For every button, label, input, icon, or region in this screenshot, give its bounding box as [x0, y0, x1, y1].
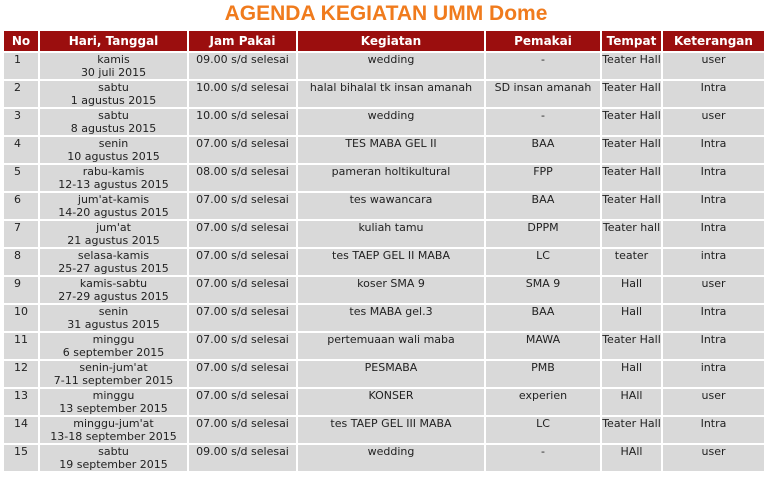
cell-kegiatan	[298, 333, 484, 359]
cell-tempat	[602, 417, 661, 443]
cell-keterangan	[663, 53, 764, 79]
cell-no	[4, 137, 38, 163]
cell-kegiatan	[298, 53, 484, 79]
cell-kegiatan	[298, 137, 484, 163]
cell-no	[4, 389, 38, 415]
row-number: 13	[14, 389, 28, 402]
cell-pemakai	[486, 445, 600, 471]
row-number: 2	[14, 81, 21, 94]
cell-keterangan	[663, 333, 764, 359]
cell-jam-pakai	[189, 445, 296, 471]
column-header-kegiatan: Kegiatan	[298, 31, 484, 51]
column-header-jam-pakai: Jam Pakai	[189, 31, 296, 51]
user-text: FPP	[533, 165, 553, 178]
cell-pemakai	[486, 417, 600, 443]
date-text: 27-29 agustus 2015	[58, 290, 169, 303]
time-text: 09.00 s/d selesai	[196, 53, 289, 66]
cell-pemakai	[486, 277, 600, 303]
day-name: minggu-jum'at	[73, 417, 154, 430]
user-text: DPPM	[527, 221, 559, 234]
time-text: 07.00 s/d selesai	[196, 137, 289, 150]
cell-tempat	[602, 277, 661, 303]
activity-text: wedding	[367, 53, 415, 66]
time-text: 07.00 s/d selesai	[196, 417, 289, 430]
cell-no	[4, 193, 38, 219]
date-text: 21 agustus 2015	[67, 234, 160, 247]
cell-no	[4, 445, 38, 471]
cell-kegiatan	[298, 109, 484, 135]
cell-hari-tanggal	[40, 249, 187, 275]
user-text: experien	[518, 389, 568, 402]
cell-hari-tanggal	[40, 165, 187, 191]
place-text: Teater hall	[602, 221, 661, 234]
note-text: Intra	[700, 137, 727, 150]
date-text: 7-11 september 2015	[53, 374, 174, 387]
cell-kegiatan	[298, 277, 484, 303]
day-name: sabtu	[98, 109, 129, 122]
day-name: minggu	[92, 333, 135, 346]
cell-no	[4, 305, 38, 331]
note-text: Intra	[700, 193, 727, 206]
cell-tempat	[602, 333, 661, 359]
cell-keterangan	[663, 221, 764, 247]
table-row	[4, 81, 764, 107]
note-text: user	[701, 389, 726, 402]
place-text: Hall	[620, 361, 643, 374]
date-text: 12-13 agustus 2015	[58, 178, 169, 191]
cell-jam-pakai	[189, 193, 296, 219]
cell-no	[4, 277, 38, 303]
row-number: 14	[14, 417, 28, 430]
cell-pemakai	[486, 165, 600, 191]
cell-kegiatan	[298, 193, 484, 219]
cell-no	[4, 333, 38, 359]
page-title: AGENDA KEGIATAN UMM Dome	[224, 2, 548, 25]
cell-no	[4, 81, 38, 107]
activity-text: KONSER	[368, 389, 414, 402]
day-name: sabtu	[98, 81, 129, 94]
row-number: 8	[14, 249, 21, 262]
note-text: intra	[700, 361, 727, 374]
cell-no	[4, 221, 38, 247]
time-text: 07.00 s/d selesai	[196, 305, 289, 318]
cell-kegiatan	[298, 417, 484, 443]
activity-text: pertemuaan wali maba	[327, 333, 455, 346]
cell-tempat	[602, 109, 661, 135]
cell-jam-pakai	[189, 333, 296, 359]
cell-no	[4, 361, 38, 387]
date-text: 25-27 agustus 2015	[58, 262, 169, 275]
note-text: user	[701, 109, 726, 122]
date-text: 31 agustus 2015	[67, 318, 160, 331]
time-text: 07.00 s/d selesai	[196, 361, 289, 374]
cell-tempat	[602, 389, 661, 415]
column-header-pemakai: Pemakai	[486, 31, 600, 51]
cell-hari-tanggal	[40, 81, 187, 107]
cell-keterangan	[663, 305, 764, 331]
cell-jam-pakai	[189, 221, 296, 247]
row-number: 12	[14, 361, 28, 374]
cell-pemakai	[486, 53, 600, 79]
time-text: 07.00 s/d selesai	[196, 221, 289, 234]
time-text: 07.00 s/d selesai	[196, 249, 289, 262]
activity-text: wedding	[367, 445, 415, 458]
cell-kegiatan	[298, 445, 484, 471]
cell-keterangan	[663, 81, 764, 107]
cell-kegiatan	[298, 165, 484, 191]
cell-pemakai	[486, 249, 600, 275]
cell-tempat	[602, 445, 661, 471]
cell-no	[4, 417, 38, 443]
table-row	[4, 249, 764, 275]
row-number: 1	[14, 53, 21, 66]
user-text: SD insan amanah	[494, 81, 592, 94]
cell-keterangan	[663, 137, 764, 163]
user-text: -	[541, 109, 545, 122]
cell-hari-tanggal	[40, 109, 187, 135]
place-text: Teater Hall	[602, 193, 661, 206]
user-text: BAA	[531, 137, 555, 150]
table-row	[4, 165, 764, 191]
note-text: user	[701, 53, 726, 66]
cell-keterangan	[663, 109, 764, 135]
date-text: 30 juli 2015	[80, 66, 147, 79]
cell-pemakai	[486, 193, 600, 219]
activity-text: tes TAEP GEL II MABA	[332, 249, 450, 262]
time-text: 08.00 s/d selesai	[196, 165, 289, 178]
cell-hari-tanggal	[40, 333, 187, 359]
row-number: 7	[14, 221, 21, 234]
cell-tempat	[602, 221, 661, 247]
cell-keterangan	[663, 417, 764, 443]
cell-pemakai	[486, 137, 600, 163]
place-text: Teater Hall	[602, 109, 661, 122]
day-name: sabtu	[98, 445, 129, 458]
cell-jam-pakai	[189, 137, 296, 163]
cell-pemakai	[486, 361, 600, 387]
cell-kegiatan	[298, 249, 484, 275]
note-text: Intra	[700, 81, 727, 94]
user-text: LC	[536, 249, 550, 262]
place-text: Hall	[620, 305, 643, 318]
cell-hari-tanggal	[40, 277, 187, 303]
date-text: 8 agustus 2015	[70, 122, 157, 135]
activity-text: halal bihalal tk insan amanah	[309, 81, 473, 94]
cell-hari-tanggal	[40, 389, 187, 415]
cell-hari-tanggal	[40, 193, 187, 219]
cell-no	[4, 249, 38, 275]
activity-text: koser SMA 9	[357, 277, 425, 290]
activity-text: tes wawancara	[349, 193, 433, 206]
cell-keterangan	[663, 193, 764, 219]
cell-jam-pakai	[189, 305, 296, 331]
cell-jam-pakai	[189, 361, 296, 387]
cell-jam-pakai	[189, 417, 296, 443]
place-text: Teater Hall	[602, 137, 661, 150]
activity-text: tes TAEP GEL III MABA	[330, 417, 452, 430]
column-header-hari-tanggal: Hari, Tanggal	[40, 31, 187, 51]
activity-text: wedding	[367, 109, 415, 122]
cell-tempat	[602, 137, 661, 163]
day-name: selasa-kamis	[77, 249, 150, 262]
cell-keterangan	[663, 249, 764, 275]
cell-keterangan	[663, 445, 764, 471]
cell-tempat	[602, 53, 661, 79]
place-text: Teater Hall	[602, 333, 661, 346]
place-text: Hall	[620, 277, 643, 290]
table-row	[4, 277, 764, 303]
date-text: 10 agustus 2015	[67, 150, 160, 163]
table-body	[4, 53, 764, 471]
place-text: HAll	[620, 389, 643, 402]
user-text: MAWA	[525, 333, 561, 346]
place-text: Teater Hall	[602, 417, 661, 430]
cell-no	[4, 165, 38, 191]
column-header-no: No	[4, 31, 38, 51]
day-name: senin-jum'at	[79, 361, 148, 374]
day-name: jum'at	[96, 221, 131, 234]
date-text: 19 september 2015	[59, 458, 168, 471]
cell-hari-tanggal	[40, 417, 187, 443]
table-row	[4, 445, 764, 471]
cell-no	[4, 109, 38, 135]
row-number: 10	[14, 305, 28, 318]
cell-pemakai	[486, 81, 600, 107]
cell-tempat	[602, 81, 661, 107]
day-name: rabu-kamis	[82, 165, 145, 178]
cell-kegiatan	[298, 389, 484, 415]
row-number: 5	[14, 165, 21, 178]
table-header-row	[4, 31, 764, 51]
day-name: senin	[98, 137, 129, 150]
place-text: Teater Hall	[602, 81, 661, 94]
cell-hari-tanggal	[40, 361, 187, 387]
user-text: LC	[536, 417, 550, 430]
date-text: 14-20 agustus 2015	[58, 206, 169, 219]
cell-tempat	[602, 249, 661, 275]
table-row	[4, 333, 764, 359]
note-text: Intra	[700, 333, 727, 346]
cell-no	[4, 53, 38, 79]
table-row	[4, 109, 764, 135]
place-text: Teater Hall	[602, 53, 661, 66]
table-row	[4, 221, 764, 247]
cell-kegiatan	[298, 305, 484, 331]
cell-hari-tanggal	[40, 137, 187, 163]
activity-text: tes MABA gel.3	[349, 305, 433, 318]
cell-keterangan	[663, 361, 764, 387]
cell-tempat	[602, 193, 661, 219]
table-row	[4, 137, 764, 163]
cell-jam-pakai	[189, 53, 296, 79]
cell-hari-tanggal	[40, 305, 187, 331]
time-text: 07.00 s/d selesai	[196, 193, 289, 206]
note-text: Intra	[700, 165, 727, 178]
user-text: -	[541, 53, 545, 66]
cell-pemakai	[486, 333, 600, 359]
table-row	[4, 389, 764, 415]
cell-jam-pakai	[189, 389, 296, 415]
column-header-keterangan: Keterangan	[663, 31, 764, 51]
note-text: Intra	[700, 221, 727, 234]
table-row	[4, 193, 764, 219]
cell-tempat	[602, 361, 661, 387]
time-text: 10.00 s/d selesai	[196, 81, 289, 94]
day-name: senin	[98, 305, 129, 318]
user-text: BAA	[531, 193, 555, 206]
cell-jam-pakai	[189, 109, 296, 135]
activity-text: kuliah tamu	[358, 221, 424, 234]
activity-text: pameran holtikultural	[331, 165, 451, 178]
row-number: 4	[14, 137, 21, 150]
date-text: 13-18 september 2015	[50, 430, 177, 443]
cell-kegiatan	[298, 81, 484, 107]
table-row	[4, 305, 764, 331]
date-text: 6 september 2015	[62, 346, 165, 359]
date-text: 13 september 2015	[59, 402, 168, 415]
cell-kegiatan	[298, 221, 484, 247]
cell-hari-tanggal	[40, 53, 187, 79]
activity-text: TES MABA GEL II	[345, 137, 437, 150]
day-name: jum'at-kamis	[77, 193, 150, 206]
table-row	[4, 361, 764, 387]
cell-jam-pakai	[189, 249, 296, 275]
cell-pemakai	[486, 305, 600, 331]
cell-keterangan	[663, 165, 764, 191]
cell-jam-pakai	[189, 165, 296, 191]
place-text: teater	[614, 249, 649, 262]
row-number: 6	[14, 193, 21, 206]
user-text: PMB	[531, 361, 555, 374]
date-text: 1 agustus 2015	[70, 94, 157, 107]
cell-hari-tanggal	[40, 445, 187, 471]
cell-tempat	[602, 305, 661, 331]
cell-hari-tanggal	[40, 221, 187, 247]
note-text: Intra	[700, 417, 727, 430]
day-name: kamis-sabtu	[79, 277, 148, 290]
table-row	[4, 417, 764, 443]
note-text: intra	[700, 249, 727, 262]
time-text: 07.00 s/d selesai	[196, 277, 289, 290]
cell-pemakai	[486, 221, 600, 247]
row-number: 9	[14, 277, 21, 290]
time-text: 10.00 s/d selesai	[196, 109, 289, 122]
note-text: Intra	[700, 305, 727, 318]
note-text: user	[701, 277, 726, 290]
user-text: SMA 9	[525, 277, 561, 290]
row-number: 15	[14, 445, 28, 458]
time-text: 07.00 s/d selesai	[196, 333, 289, 346]
table-row	[4, 53, 764, 79]
time-text: 07.00 s/d selesai	[196, 389, 289, 402]
user-text: -	[541, 445, 545, 458]
note-text: user	[701, 445, 726, 458]
day-name: kamis	[97, 53, 130, 66]
agenda-table	[2, 29, 766, 473]
cell-pemakai	[486, 109, 600, 135]
place-text: Teater Hall	[602, 165, 661, 178]
user-text: BAA	[531, 305, 555, 318]
activity-text: PESMABA	[364, 361, 418, 374]
cell-tempat	[602, 165, 661, 191]
row-number: 3	[14, 109, 21, 122]
place-text: HAll	[620, 445, 643, 458]
cell-pemakai	[486, 389, 600, 415]
column-header-tempat: Tempat	[602, 31, 661, 51]
time-text: 09.00 s/d selesai	[196, 445, 289, 458]
cell-kegiatan	[298, 361, 484, 387]
cell-keterangan	[663, 389, 764, 415]
row-number: 11	[14, 333, 28, 346]
cell-jam-pakai	[189, 277, 296, 303]
cell-keterangan	[663, 277, 764, 303]
day-name: minggu	[92, 389, 135, 402]
cell-jam-pakai	[189, 81, 296, 107]
